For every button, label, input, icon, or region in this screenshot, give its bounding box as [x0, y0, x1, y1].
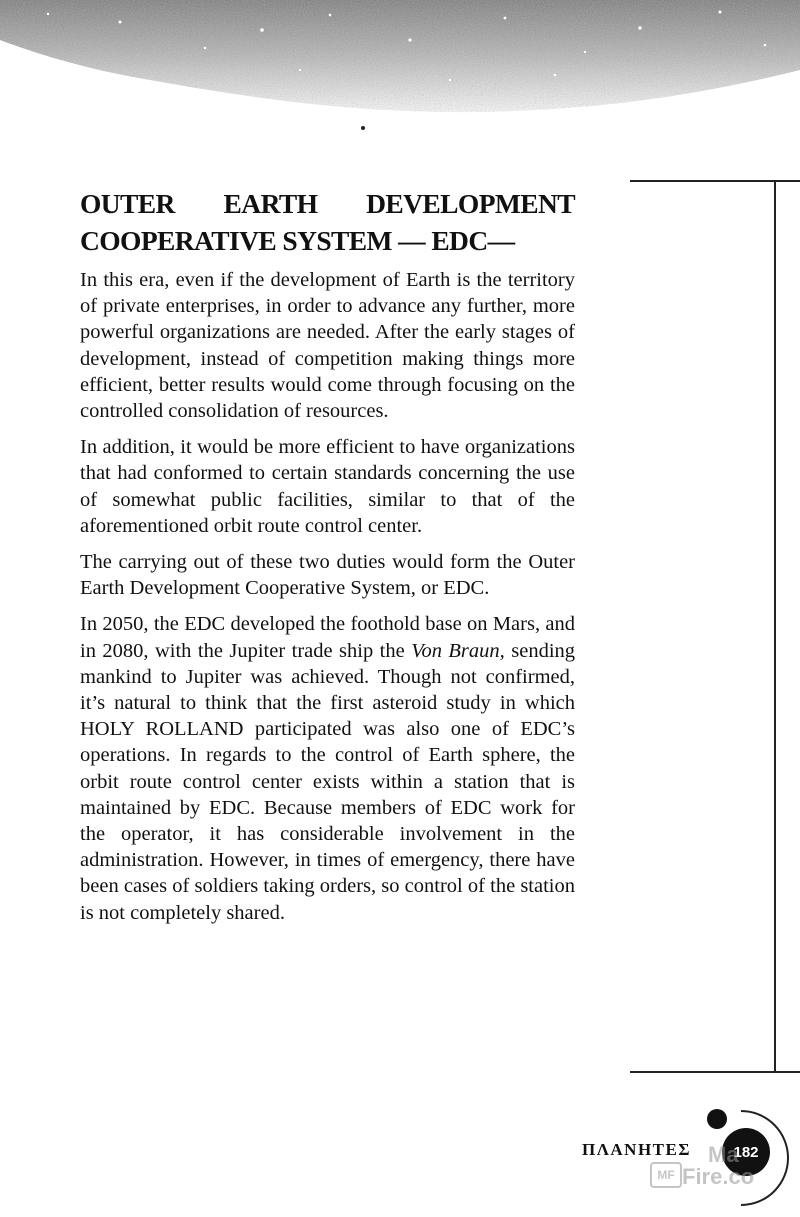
moon-icon	[707, 1109, 727, 1129]
watermark-text-line-2: Fire.co	[682, 1164, 755, 1189]
paragraph-4	[80, 611, 575, 925]
article-title-line-1: OUTER EARTH DEVELOPMENT	[80, 188, 575, 219]
watermark-logo-icon: MF	[650, 1162, 682, 1188]
paragraph-1: In this era, even if the development of Earth is the territory of private enterprises, in order to advance any further, more powerful organizations are needed. After the early stages of development, instead of competition making things more efficient, better results would come through focusing on the controlled consolidation of resources.	[80, 269, 575, 423]
paragraph-4-part-1: In 2050, the EDC developed the foothold base on Mars, and in 2080, with the Jupiter trade ship the	[80, 613, 575, 662]
watermark-text-line-1: Ma	[708, 1142, 739, 1167]
frame-vertical-rule	[774, 182, 776, 1071]
article-title	[80, 185, 575, 259]
page-number-badge: 182	[722, 1128, 770, 1176]
starfield-header-image	[0, 0, 800, 140]
frame-bottom-rule	[630, 1071, 800, 1073]
paragraph-4-part-2: sending mankind to Jupiter was achieved. Though not confirmed, it’s natural to think that the first asteroid study in which HOLY ROLLAND participated was also one of EDC’s operations. In regards to the control of Earth sphere, the orbit route control center exists within a station that is maintained by EDC. Because members of EDC work for the operator, it has considerable involvement in the administration. However, in times of emergency, there have been cases of soldiers taking orders, so control of the station is not completely shared.	[80, 639, 576, 924]
article-title-line-2: COOPERATIVE SYSTEM — EDC—	[80, 225, 515, 256]
series-title: ΠΛΑΝΗΤΕΣ	[582, 1140, 691, 1159]
ship-name-italic: Von Braun,	[411, 639, 505, 662]
paragraph-3: The carrying out of these two duties would form the Outer Earth Development Cooperative System, or EDC.	[80, 551, 575, 600]
article	[80, 185, 575, 936]
paragraph-2: In addition, it would be more efficient to have organizations that had conformed to certain standards concerning the use of somewhat public facilities, similar to that of the aforementioned orbit route control center.	[80, 436, 575, 537]
starfield-graphic	[0, 0, 800, 140]
